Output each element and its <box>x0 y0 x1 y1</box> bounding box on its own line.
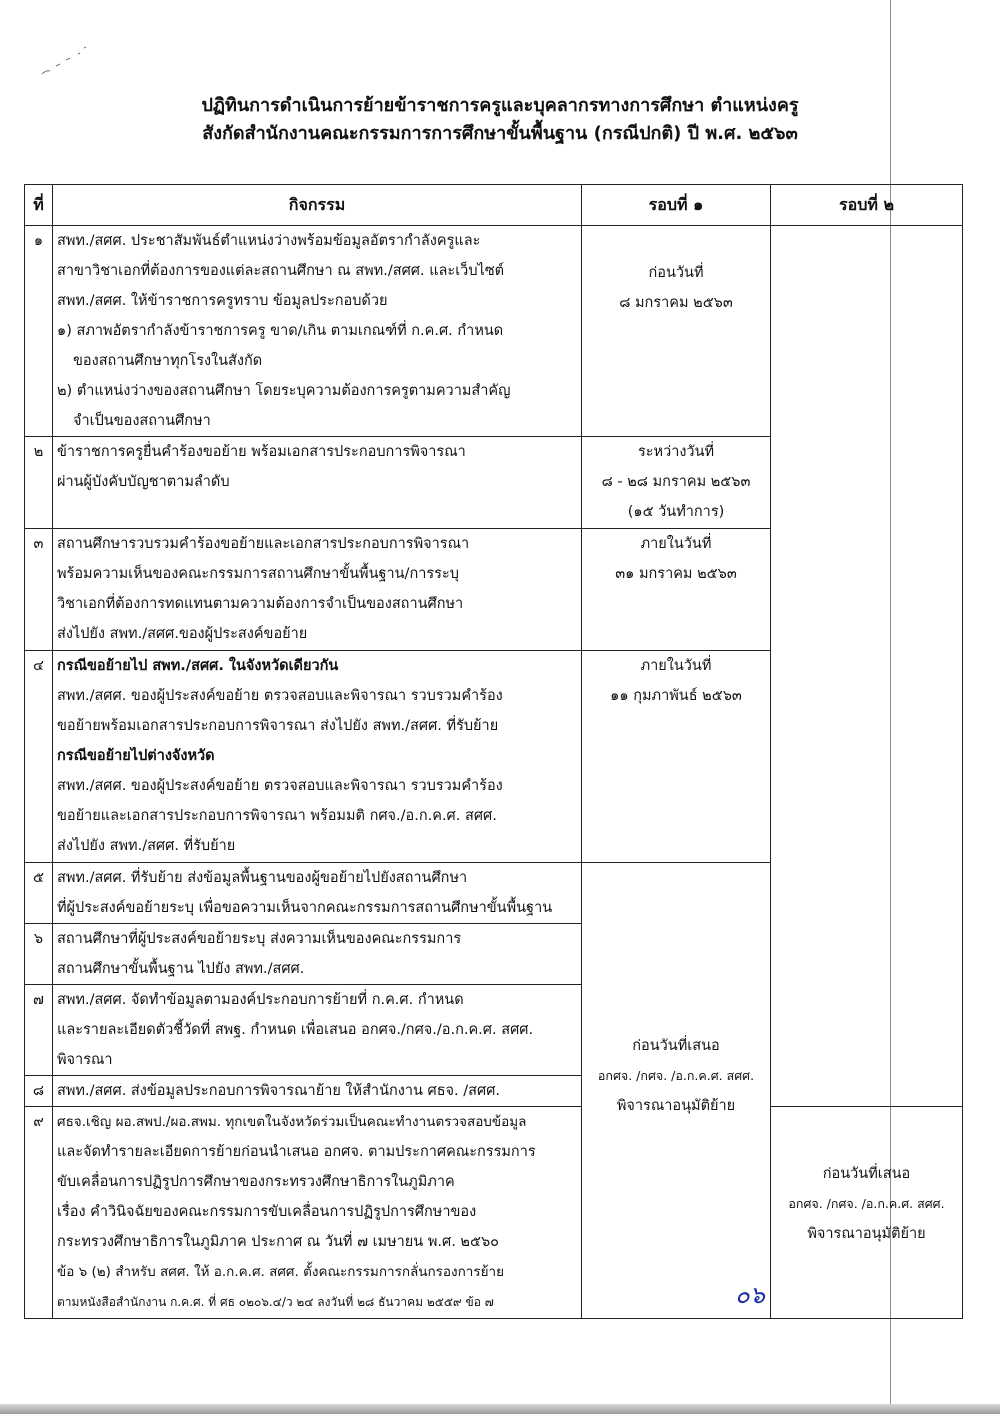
activity-line: ของสถานศึกษาทุกโรงในสังกัด <box>73 353 263 369</box>
date-line: ภายในวันที่ <box>640 536 712 552</box>
date-line: อกศจ. /กศจ. /อ.ก.ค.ศ. สศศ. <box>597 1068 755 1083</box>
scan-bottom-edge <box>0 1404 1000 1414</box>
date-line: พิจารณาอนุมัติย้าย <box>807 1226 926 1242</box>
date-line: อกศจ. /กศจ. /อ.ก.ค.ศ. สศศ. <box>788 1196 945 1211</box>
header-round2: รอบที่ ๒ <box>771 185 963 226</box>
date-line: ๘ มกราคม ๒๕๖๓ <box>619 295 733 311</box>
activity-subheading: กรณีขอย้ายไป สพท./สศศ. ในจังหวัดเดียวกัน <box>57 658 339 674</box>
date-line: ๘ - ๒๘ มกราคม ๒๕๖๓ <box>601 474 751 490</box>
date-line: ระหว่างวันที่ <box>637 444 715 460</box>
activity-line: สพท./สศศ. ที่รับย้าย ส่งข้อมูลพื้นฐานของผู้ขอย้ายไปยังสถานศึกษา <box>57 870 468 886</box>
activity-line: ที่ผู้ประสงค์ขอย้ายระบุ เพื่อขอความเห็นจากคณะกรรมการสถานศึกษาขั้นพื้นฐาน <box>57 900 553 916</box>
activity-line: สถานศึกษาขั้นพื้นฐาน ไปยัง สพท./สศศ. <box>57 961 305 977</box>
activity-cell <box>53 1076 582 1107</box>
date-line: ก่อนวันที่ <box>648 265 704 281</box>
header-activity: กิจกรรม <box>53 185 582 226</box>
activity-line: กระทรวงศึกษาธิการในภูมิภาค ประกาศ ณ วันที่ ๗ เมษายน พ.ศ. ๒๕๖๐ <box>57 1234 500 1250</box>
activity-line: และจัดทำรายละเอียดการย้ายก่อนนำเสนอ อกศจ. ตามประกาศคณะกรรมการ <box>57 1144 536 1160</box>
date-line: (๑๕ วันทำการ) <box>627 504 725 520</box>
activity-line: สพท./สศศ. ให้ข้าราชการครูทราบ ข้อมูลประกอบด้วย <box>57 293 388 309</box>
activity-line: ผ่านผู้บังคับบัญชาตามลำดับ <box>57 474 230 490</box>
activity-cell <box>53 226 582 437</box>
activity-line: สพท./สศศ. ประชาสัมพันธ์ตำแหน่งว่างพร้อมข้อมูลอัตรากำลังครูและ <box>57 233 481 249</box>
row-number: ๕ <box>25 863 53 924</box>
schedule-table <box>24 184 963 1319</box>
activity-line: ศธจ.เชิญ ผอ.สพป./ผอ.สพม. ทุกเขตในจังหวัดร่วมเป็นคณะทำงานตรวจสอบข้อมูล <box>57 1114 527 1130</box>
table-header-row <box>25 185 963 226</box>
header-round1: รอบที่ ๑ <box>582 185 771 226</box>
round1-date <box>582 529 771 651</box>
activity-line: สพท./สศศ. จัดทำข้อมูลตามองค์ประกอบการย้ายที่ ก.ค.ศ. กำหนด <box>57 992 464 1008</box>
activity-cell <box>53 651 582 863</box>
row-number: ๒ <box>25 437 53 529</box>
activity-line: สาขาวิชาเอกที่ต้องการของแต่ละสถานศึกษา ณ สพท./สศศ. และเว็บไซต์ <box>57 263 505 279</box>
row-number: ๔ <box>25 651 53 863</box>
activity-line: สพท./สศศ. ของผู้ประสงค์ขอย้าย ตรวจสอบและพิจารณา รวบรวมคำร้อง <box>57 688 503 704</box>
activity-line: ข้อ ๖ (๒) สำหรับ สศศ. ให้ อ.ก.ค.ศ. สศศ. ตั้งคณะกรรมการกลั่นกรองการย้าย <box>57 1264 505 1280</box>
activity-line: ส่งไปยัง สพท./สศศ.ของผู้ประสงค์ขอย้าย <box>57 626 308 642</box>
header-no: ที่ <box>25 185 53 226</box>
document-title <box>0 92 1000 148</box>
activity-line: วิชาเอกที่ต้องการทดแทนตามความต้องการจำเป็นของสถานศึกษา <box>57 596 464 612</box>
activity-line: ตามหนังสือสำนักงาน ก.ค.ศ. ที่ ศธ ๐๒๐๖.๔/ว ๒๔ ลงวันที่ ๒๘ ธันวาคม ๒๕๕๙ ข้อ ๗ <box>57 1295 494 1309</box>
activity-line: พร้อมความเห็นของคณะกรรมการสถานศึกษาขั้นพื้นฐาน/การระบุ <box>57 566 459 582</box>
activity-subheading: กรณีขอย้ายไปต่างจังหวัด <box>57 748 215 764</box>
row-number: ๑ <box>25 226 53 437</box>
table-row <box>25 1107 963 1319</box>
title-line-2: สังกัดสำนักงานคณะกรรมการการศึกษาขั้นพื้นฐาน (กรณีปกติ) ปี พ.ศ. ๒๕๖๓ <box>202 123 798 144</box>
date-line: ก่อนวันที่เสนอ <box>632 1038 720 1054</box>
date-line: ภายในวันที่ <box>640 658 712 674</box>
activity-line: ขอย้ายและเอกสารประกอบการพิจารณา พร้อมมติ กศจ./อ.ก.ค.ศ. สศศ. <box>57 808 497 824</box>
activity-cell <box>53 529 582 651</box>
activity-line: พิจารณา <box>57 1052 113 1068</box>
date-line: พิจารณาอนุมัติย้าย <box>616 1098 736 1114</box>
handwritten-page-number: ๐๖ <box>735 1281 765 1309</box>
row-number: ๘ <box>25 1076 53 1107</box>
round1-date <box>582 226 771 437</box>
activity-line: สถานศึกษาที่ผู้ประสงค์ขอย้ายระบุ ส่งความเห็นของคณะกรรมการ <box>57 931 462 947</box>
activity-line: จำเป็นของสถานศึกษา <box>73 413 211 429</box>
row-number: ๙ <box>25 1107 53 1319</box>
date-line: ๑๑ กุมภาพันธ์ ๒๕๖๓ <box>610 688 742 704</box>
activity-line: สถานศึกษารวบรวมคำร้องขอย้ายและเอกสารประกอบการพิจารณา <box>57 536 470 552</box>
row-number: ๗ <box>25 985 53 1076</box>
round2-empty-cell <box>771 226 963 1107</box>
round2-merged-date <box>771 1107 963 1319</box>
activity-cell <box>53 863 582 924</box>
date-line: ๓๑ มกราคม ๒๕๖๓ <box>615 566 737 582</box>
activity-cell <box>53 437 582 529</box>
round1-date <box>582 437 771 529</box>
activity-line: ขอย้ายพร้อมเอกสารประกอบการพิจารณา ส่งไปยัง สพท./สศศ. ที่รับย้าย <box>57 718 499 734</box>
activity-cell <box>53 985 582 1076</box>
activity-line: ขับเคลื่อนการปฏิรูปการศึกษาของกระทรวงศึกษาธิการในภูมิภาค <box>57 1174 455 1190</box>
date-line: ก่อนวันที่เสนอ <box>822 1166 911 1182</box>
activity-cell <box>53 924 582 985</box>
table-row <box>25 226 963 437</box>
activity-line: ๒) ตำแหน่งว่างของสถานศึกษา โดยระบุความต้องการครูตามความสำคัญ <box>57 383 511 399</box>
activity-cell <box>53 1107 582 1319</box>
activity-line: ๑) สภาพอัตรากำลังข้าราชการครู ขาด/เกิน ตามเกณฑ์ที่ ก.ค.ศ. กำหนด <box>57 323 504 339</box>
activity-line: ส่งไปยัง สพท./สศศ. ที่รับย้าย <box>57 838 236 854</box>
scan-speck <box>36 40 96 84</box>
round1-merged-date <box>582 863 771 1319</box>
title-line-1: ปฏิทินการดำเนินการย้ายข้าราชการครูและบุคลากรทางการศึกษา ตำแหน่งครู <box>201 95 799 116</box>
activity-line: เรื่อง คำวินิจฉัยของคณะกรรมการขับเคลื่อนการปฏิรูปการศึกษาของ <box>57 1204 477 1220</box>
activity-line: ข้าราชการครูยื่นคำร้องขอย้าย พร้อมเอกสารประกอบการพิจารณา <box>57 444 466 460</box>
row-number: ๖ <box>25 924 53 985</box>
round1-date <box>582 651 771 863</box>
activity-line: สพท./สศศ. ของผู้ประสงค์ขอย้าย ตรวจสอบและพิจารณา รวบรวมคำร้อง <box>57 778 503 794</box>
activity-line: สพท./สศศ. ส่งข้อมูลประกอบการพิจารณาย้าย ให้สำนักงาน ศธจ. /สศศ. <box>57 1083 501 1099</box>
activity-line: และรายละเอียดตัวชี้วัดที่ สพฐ. กำหนด เพื่อเสนอ อกศจ./กศจ./อ.ก.ค.ศ. สศศ. <box>57 1022 534 1038</box>
row-number: ๓ <box>25 529 53 651</box>
